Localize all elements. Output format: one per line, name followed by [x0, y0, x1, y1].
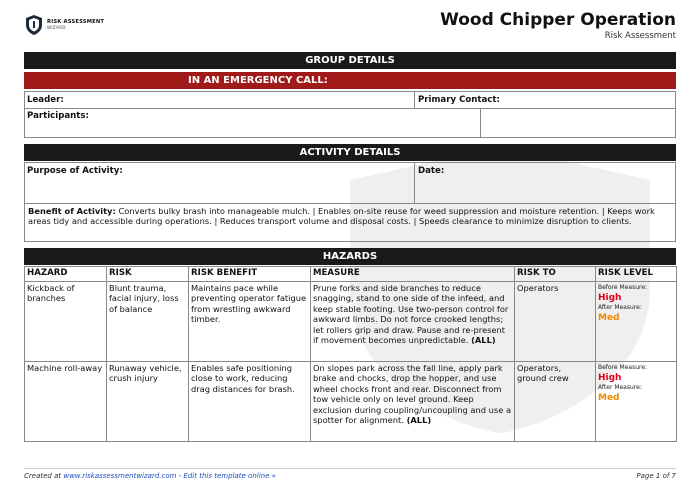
table-row [25, 362, 677, 442]
logo-title: RISK ASSESSMENT [47, 18, 105, 25]
col-risk-to: RISK TO [515, 267, 596, 282]
benefit-text: Converts bulky brash into manageable mulch. | Enables on-site reuse for weed suppression and moisture retention. | Keeps work areas tidy and accessible during operations. | Reduces transport volume and disposal costs. | Speeds clearance to minimize disruption to clients. [28, 206, 655, 227]
before-measure-label: Before Measure: [598, 364, 648, 371]
risk-level-cell [596, 282, 677, 362]
logo[interactable] [25, 14, 104, 36]
after-measure-level: Med [598, 393, 620, 403]
activity-details-heading: ACTIVITY DETAILS [24, 144, 676, 161]
group-divider [24, 108, 676, 109]
shield-logo-icon [25, 14, 43, 36]
table-row [25, 282, 677, 362]
footer-link[interactable]: www.riskassessmentwizard.com - Edit this template online » [63, 472, 276, 480]
col-measure: MEASURE [311, 267, 515, 282]
purpose-divider [414, 162, 415, 204]
after-measure-label: After Measure: [598, 384, 642, 391]
measure-tag: (ALL) [406, 415, 432, 426]
col-risk: RISK [107, 267, 189, 282]
risk-to-cell: Operators [515, 282, 596, 362]
hazards-header-row [25, 267, 677, 282]
purpose-label[interactable]: Purpose of Activity: [27, 166, 123, 176]
risk-cell: Runaway vehicle, crush injury [107, 362, 189, 442]
risk-benefit-cell: Maintains pace while preventing operator fatigue from wrestling awkward timber. [189, 282, 311, 362]
hazard-cell: Machine roll-away [25, 362, 107, 442]
measure-cell [311, 282, 515, 362]
measure-text: Prune forks and side branches to reduce snagging, stand to one side of the infeed, and keep stable footing. Use two-person control for awkward limbs. Do not force crooked lengths; let rollers grip and draw. Pause and re-present if movement becomes unpredictable. [313, 283, 509, 346]
before-measure-level: High [598, 293, 622, 303]
participants-divider [480, 108, 481, 138]
leader-label[interactable]: Leader: [27, 95, 64, 105]
risk-cell: Blunt trauma, facial injury, loss of balance [107, 282, 189, 362]
risk-benefit-cell: Enables safe positioning close to work, reducing drag distances for brash. [189, 362, 311, 442]
group-details-box [24, 91, 676, 138]
footer-created-prefix: Created at [24, 472, 62, 480]
col-risk-benefit: RISK BENEFIT [189, 267, 311, 282]
emergency-bar [24, 72, 676, 89]
date-label[interactable]: Date: [418, 166, 445, 176]
before-measure-label: Before Measure: [598, 284, 648, 291]
leader-divider [414, 91, 415, 108]
group-details-heading: GROUP DETAILS [24, 52, 676, 69]
col-hazard: HAZARD [25, 267, 107, 282]
page-number: Page 1 of 7 [636, 472, 676, 480]
hazard-cell: Kickback of branches [25, 282, 107, 362]
emergency-call-label: IN AN EMERGENCY CALL: [188, 75, 328, 86]
footer-credit [24, 472, 276, 480]
after-measure-level: Med [598, 313, 620, 323]
footer-divider [24, 468, 676, 469]
document-title: Wood Chipper Operation [440, 10, 676, 30]
participants-label[interactable]: Participants: [27, 111, 89, 121]
benefit-label: Benefit of Activity: [28, 206, 116, 216]
risk-to-cell: Operators, ground crew [515, 362, 596, 442]
hazards-table [24, 266, 677, 442]
col-risk-level: RISK LEVEL [596, 267, 677, 282]
measure-cell [311, 362, 515, 442]
hazards-heading: HAZARDS [24, 248, 676, 265]
before-measure-level: High [598, 373, 622, 383]
benefit-of-activity [24, 203, 676, 242]
logo-subtitle: WIZARD [47, 25, 66, 31]
measure-tag: (ALL) [471, 335, 496, 346]
measure-text: On slopes park across the fall line, apply park brake and chocks, drop the hopper, and use wheel chocks front and rear. Disconnect from tow vehicle only on level ground. Keep exclusion during coupling/uncoupling and use a spotter for alignment. [313, 363, 512, 426]
risk-level-cell [596, 362, 677, 442]
primary-contact-label[interactable]: Primary Contact: [418, 95, 500, 105]
document-subtitle: Risk Assessment [604, 31, 676, 41]
document-title-block [440, 10, 676, 41]
after-measure-label: After Measure: [598, 304, 642, 311]
